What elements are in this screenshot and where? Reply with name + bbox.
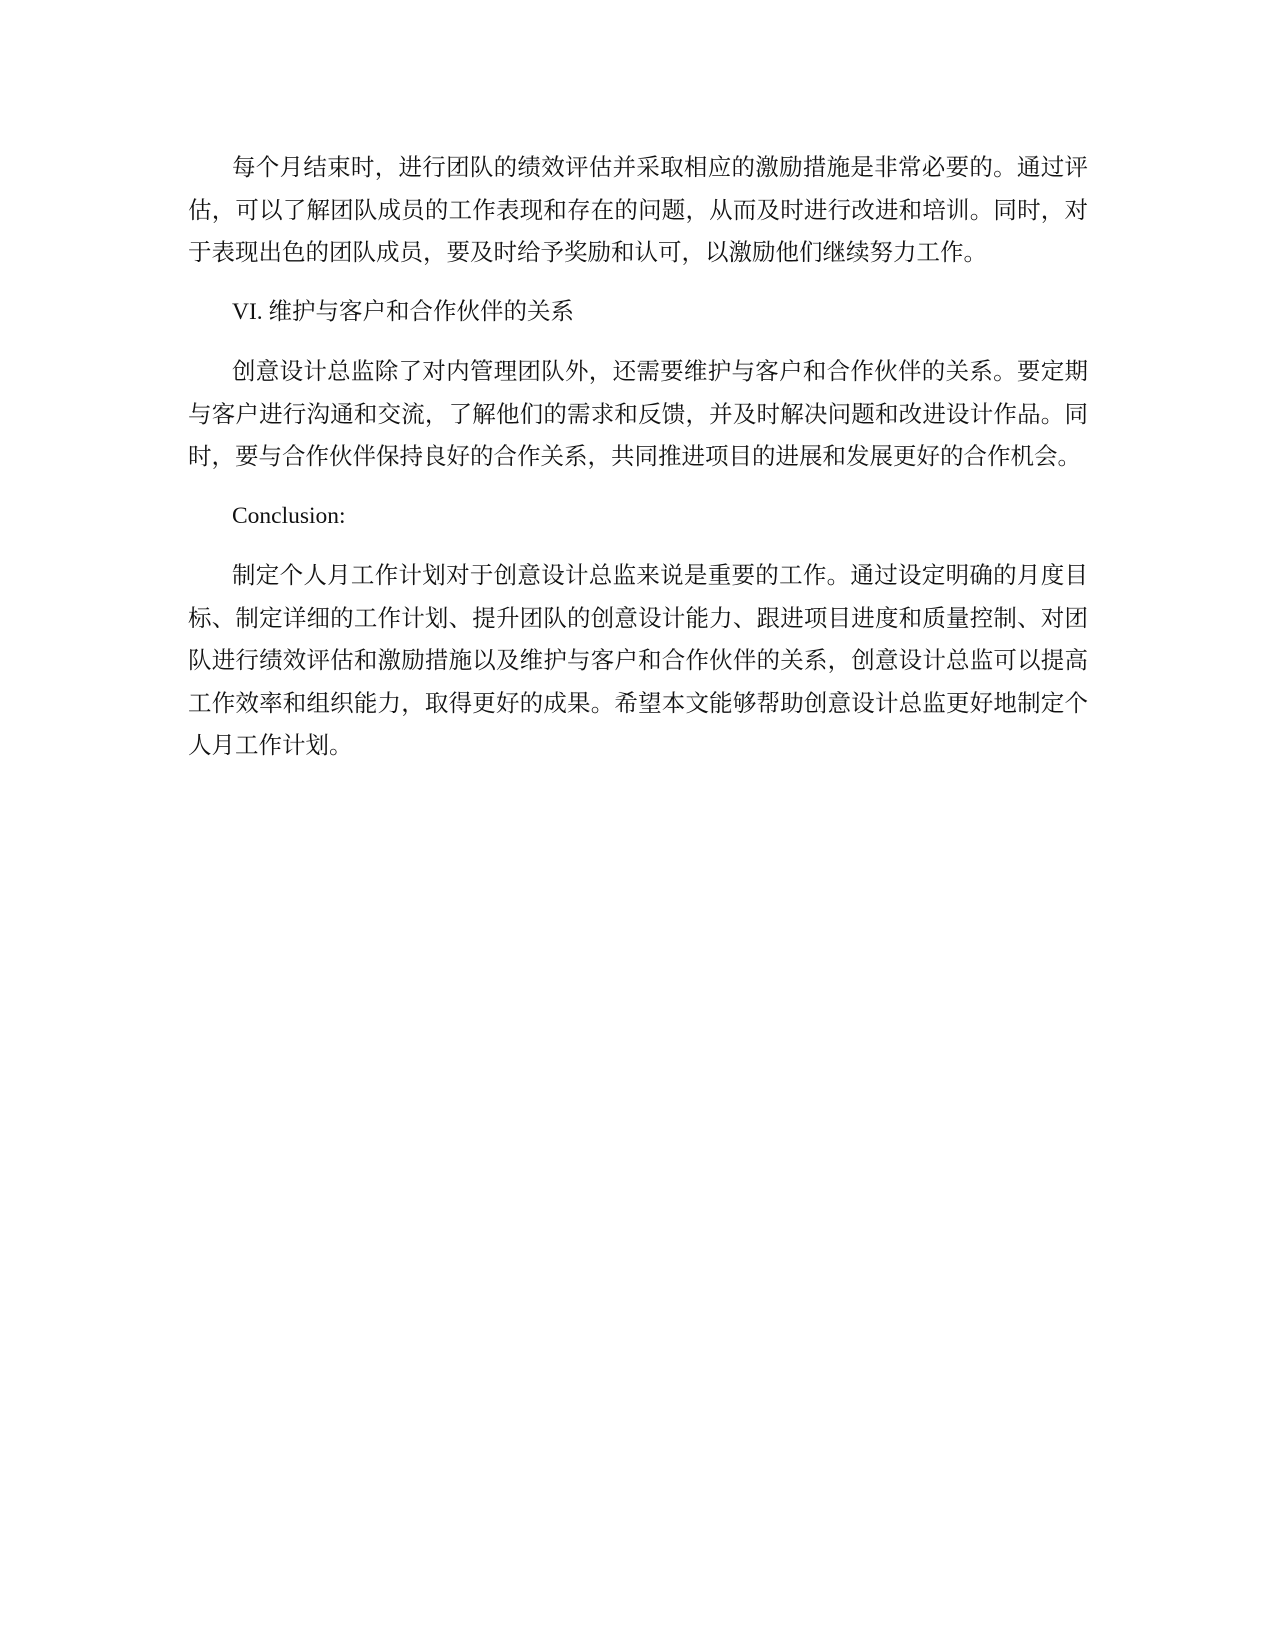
- paragraph-performance-evaluation: 每个月结束时，进行团队的绩效评估并采取相应的激励措施是非常必要的。通过评估，可以了解团队成员的工作表现和存在的问题，从而及时进行改进和培训。同时，对于表现出色的团队成员，要及时给予奖励和认可，以激励他们继续努力工作。: [188, 153, 1088, 266]
- section-heading-client-relations: VI. 维护与客户和合作伙伴的关系: [232, 298, 575, 325]
- paragraph-client-relations: 创意设计总监除了对内管理团队外，还需要维护与客户和合作伙伴的关系。要定期与客户进行沟通和交流，了解他们的需求和反馈，并及时解决问题和改进设计作品。同时，要与合作伙伴保持良好的合作关系，共同推进项目的进展和发展更好的合作机会。: [188, 357, 1088, 470]
- document-body: [188, 146, 1088, 784]
- paragraph-conclusion: 制定个人月工作计划对于创意设计总监来说是重要的工作。通过设定明确的月度目标、制定详细的工作计划、提升团队的创意设计能力、跟进项目进度和质量控制、对团队进行绩效评估和激励措施以及维护与客户和合作伙伴的关系，创意设计总监可以提高工作效率和组织能力，取得更好的成果。希望本文能够帮助创意设计总监更好地制定个人月工作计划。: [188, 561, 1088, 759]
- section-heading-conclusion: Conclusion:: [232, 502, 346, 529]
